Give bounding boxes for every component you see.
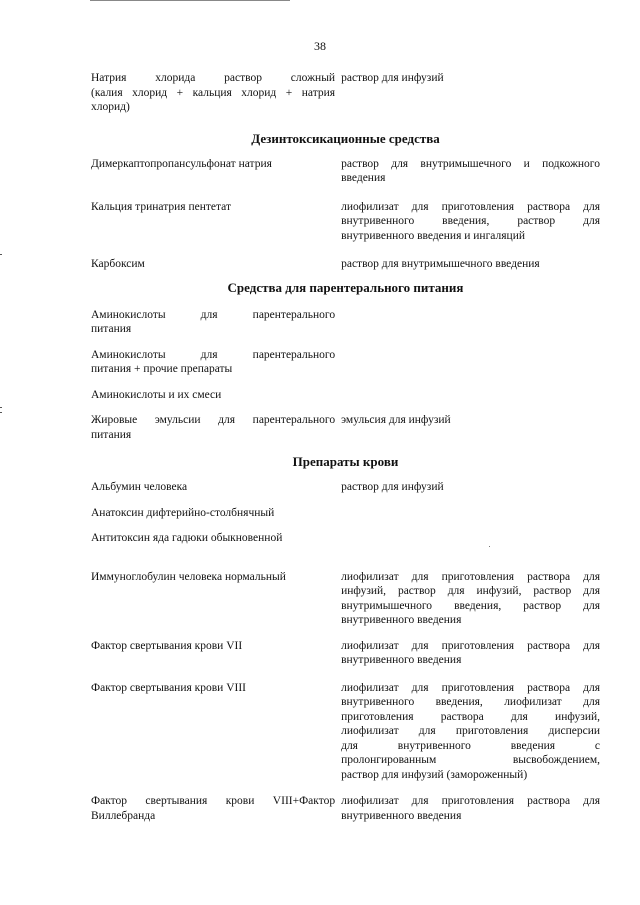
dosage-form xyxy=(335,681,600,783)
dosage-form-line: внутримышечного введения, раствор для xyxy=(341,599,600,612)
dosage-form-line: лиофилизат для приготовления раствора для xyxy=(341,570,600,583)
dosage-form-line: раствор для внутримышечного введения xyxy=(341,258,540,270)
dosage-form xyxy=(335,480,600,495)
drug-name-line: Натрия хлорида раствор сложный xyxy=(91,72,336,84)
drug-name-line: Виллебранда xyxy=(91,809,156,822)
dosage-form xyxy=(335,157,600,186)
drug-name-line: Антитоксин яда гадюки обыкновенной xyxy=(91,532,283,544)
section-heading: Средства для парентерального питания xyxy=(227,279,464,295)
drug-entry xyxy=(91,413,600,442)
drug-entry xyxy=(91,639,600,668)
drug-name-line: Аминокислоты для парентерального xyxy=(91,308,336,321)
drug-name xyxy=(91,257,335,272)
section-heading: Препараты крови xyxy=(292,454,399,469)
dosage-form-line: эмульсия для инфузий xyxy=(341,414,451,426)
drug-entry xyxy=(91,570,600,628)
drug-name xyxy=(91,308,335,337)
dosage-form-line: для внутривенного введения с xyxy=(341,739,600,752)
dosage-form-line: внутривенного введения и ингаляций xyxy=(341,229,526,242)
dosage-form-line: инфузий, раствор для инфузий, раствор для xyxy=(341,585,600,597)
drug-name-line: Альбумин человека xyxy=(91,481,188,493)
dosage-form xyxy=(335,531,600,546)
drug-name xyxy=(91,480,335,495)
drug-name-line: питания + прочие препараты xyxy=(91,363,233,375)
section-heading: Дезинтоксикационные средства xyxy=(251,130,440,146)
drug-entry xyxy=(91,157,600,186)
drug-list xyxy=(91,71,600,823)
drug-name xyxy=(91,413,335,442)
drug-name-line: питания xyxy=(91,428,132,441)
scan-mark xyxy=(0,407,2,408)
dosage-form-line: раствор для инфузий xyxy=(341,72,444,84)
scan-speck xyxy=(489,546,490,547)
drug-name-line: Аминокислоты и их смеси xyxy=(91,388,222,401)
drug-name xyxy=(91,506,335,521)
dosage-form-line: внутривенного введения xyxy=(341,654,462,666)
dosage-form-line: введения xyxy=(341,172,386,184)
drug-name-line: Жировые эмульсии для парентерального xyxy=(91,414,336,426)
scan-mark xyxy=(0,254,2,255)
drug-entry xyxy=(91,794,600,823)
drug-entry xyxy=(91,506,600,521)
drug-entry xyxy=(91,71,600,115)
drug-name xyxy=(91,71,335,115)
drug-name xyxy=(91,388,335,403)
drug-entry xyxy=(91,531,600,546)
page-number: 38 xyxy=(314,39,326,53)
dosage-form-line: внутривенного введения xyxy=(341,614,462,626)
dosage-form-line: лиофилизат для приготовления дисперсии xyxy=(341,725,600,737)
dosage-form xyxy=(335,71,600,115)
dosage-form xyxy=(335,794,600,823)
dosage-form-line: внутривенного введения xyxy=(341,809,462,822)
drug-entry xyxy=(91,200,600,244)
drug-name-line: хлорид) xyxy=(91,101,130,113)
dosage-form xyxy=(335,570,600,628)
dosage-form-line: лиофилизат для приготовления раствора для xyxy=(341,795,600,807)
dosage-form-line: приготовления раствора для инфузий, xyxy=(341,710,600,723)
dosage-form-line: пролонгированным высвобождением, xyxy=(341,754,600,766)
dosage-form xyxy=(335,506,600,521)
dosage-form xyxy=(335,413,600,442)
drug-entry xyxy=(91,388,600,403)
drug-name-line: Аминокислоты для парентерального xyxy=(91,348,336,361)
dosage-form-line: раствор для инфузий (замороженный) xyxy=(341,768,528,781)
drug-name-line: Фактор свертывания крови VII xyxy=(91,639,243,652)
drug-name-line: Карбоксим xyxy=(91,258,145,270)
dosage-form xyxy=(335,308,600,337)
drug-name xyxy=(91,570,335,628)
dosage-form xyxy=(335,257,600,272)
drug-name-line: питания xyxy=(91,323,132,335)
dosage-form xyxy=(335,639,600,668)
drug-entry xyxy=(91,480,600,495)
drug-name xyxy=(91,348,335,377)
dosage-form-line: раствор для инфузий xyxy=(341,481,444,493)
drug-name xyxy=(91,639,335,668)
dosage-form-line: внутривенного введения, лиофилизат для xyxy=(341,696,600,708)
drug-entry xyxy=(91,257,600,272)
dosage-form-line: лиофилизат для приготовления раствора для xyxy=(341,639,600,652)
drug-entry xyxy=(91,308,600,337)
scan-mark xyxy=(0,412,2,413)
dosage-form-line: раствор для внутримышечного и подкожного xyxy=(341,157,600,170)
drug-entry xyxy=(91,348,600,377)
dosage-form xyxy=(335,388,600,403)
drug-name-line: (калия хлорид + кальция хлорид + натрия xyxy=(91,86,336,99)
drug-name-line: Анатоксин дифтерийно-столбнячный xyxy=(91,506,275,519)
top-edge-rule xyxy=(90,0,290,1)
dosage-form-line: внутривенного введения, раствор для xyxy=(341,215,600,227)
drug-name xyxy=(91,531,335,546)
drug-name-line: Иммуноглобулин человека нормальный xyxy=(91,570,286,583)
drug-name xyxy=(91,681,335,783)
drug-entry xyxy=(91,681,600,783)
dosage-form xyxy=(335,200,600,244)
drug-name-line: Димеркаптопропансульфонат натрия xyxy=(91,157,272,170)
dosage-form-line: лиофилизат для приготовления раствора для xyxy=(341,200,600,213)
drug-name xyxy=(91,794,335,823)
drug-name xyxy=(91,200,335,244)
drug-name xyxy=(91,157,335,186)
drug-name-line: Кальция тринатрия пентетат xyxy=(91,200,231,213)
dosage-form xyxy=(335,348,600,377)
drug-name-line: Фактор свертывания крови VIII+Фактор xyxy=(91,795,336,807)
drug-name-line: Фактор свертывания крови VIII xyxy=(91,681,246,694)
dosage-form-line: лиофилизат для приготовления раствора для xyxy=(341,681,600,694)
